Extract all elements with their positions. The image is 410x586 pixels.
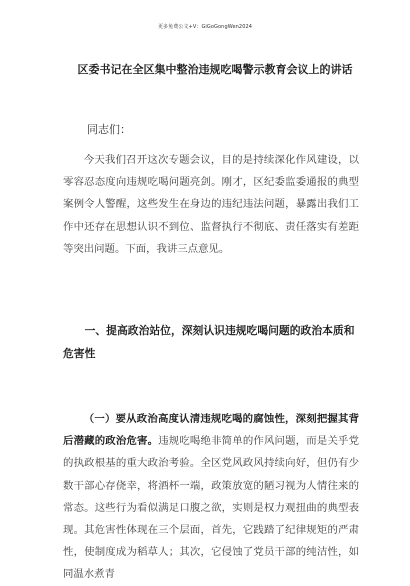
subheading-1: （一）要从政治高度认清违规吃喝的腐蚀性，深刻把握其背后潜藏的政治危害。 — [63, 413, 359, 448]
paragraph-intro: 今天我们召开这次专题会议，目的是持续深化作风建设，以零容忍态度向违规吃喝问题亮剑。刚才，区纪委监委通报的典型案例令人警醒，这些发生在身边的违纪违法问题，暴露出我们工作中还存在思想认识不到位、监督执行不彻底、责任落实有差距等突出问题。下面，我讲三点意见。 — [63, 154, 359, 255]
section-heading-1: 一、提高政治站位，深刻认识违规吃喝问题的政治本质和危害性 — [63, 324, 355, 360]
paragraph-section-1-1 — [63, 408, 359, 586]
header-note: 更多免费公文+V：GiGoGongWen2024 — [157, 24, 253, 30]
salutation: 同志们： — [87, 123, 131, 136]
paragraph-body: 违规吃喝绝非简单的作风问题，而是关乎党的执政根基的重大政治考验。全区党风政风持续向好，但仍有少数干部心存侥幸，将酒杯一端，政策放宽的陋习视为人情往来的常态。这些行为看似满足口腹之欲，实则是权力观扭曲的典型表现。其危害性体现在三个层面，首先，它践踏了纪律规矩的严肃性，使制度成为稻草人；其次，它侵蚀了党员干部的纯洁性，如同温水煮青 — [63, 435, 359, 581]
document-title: 区委书记在全区集中整治违规吃喝警示教育会议上的讲话 — [77, 63, 353, 76]
